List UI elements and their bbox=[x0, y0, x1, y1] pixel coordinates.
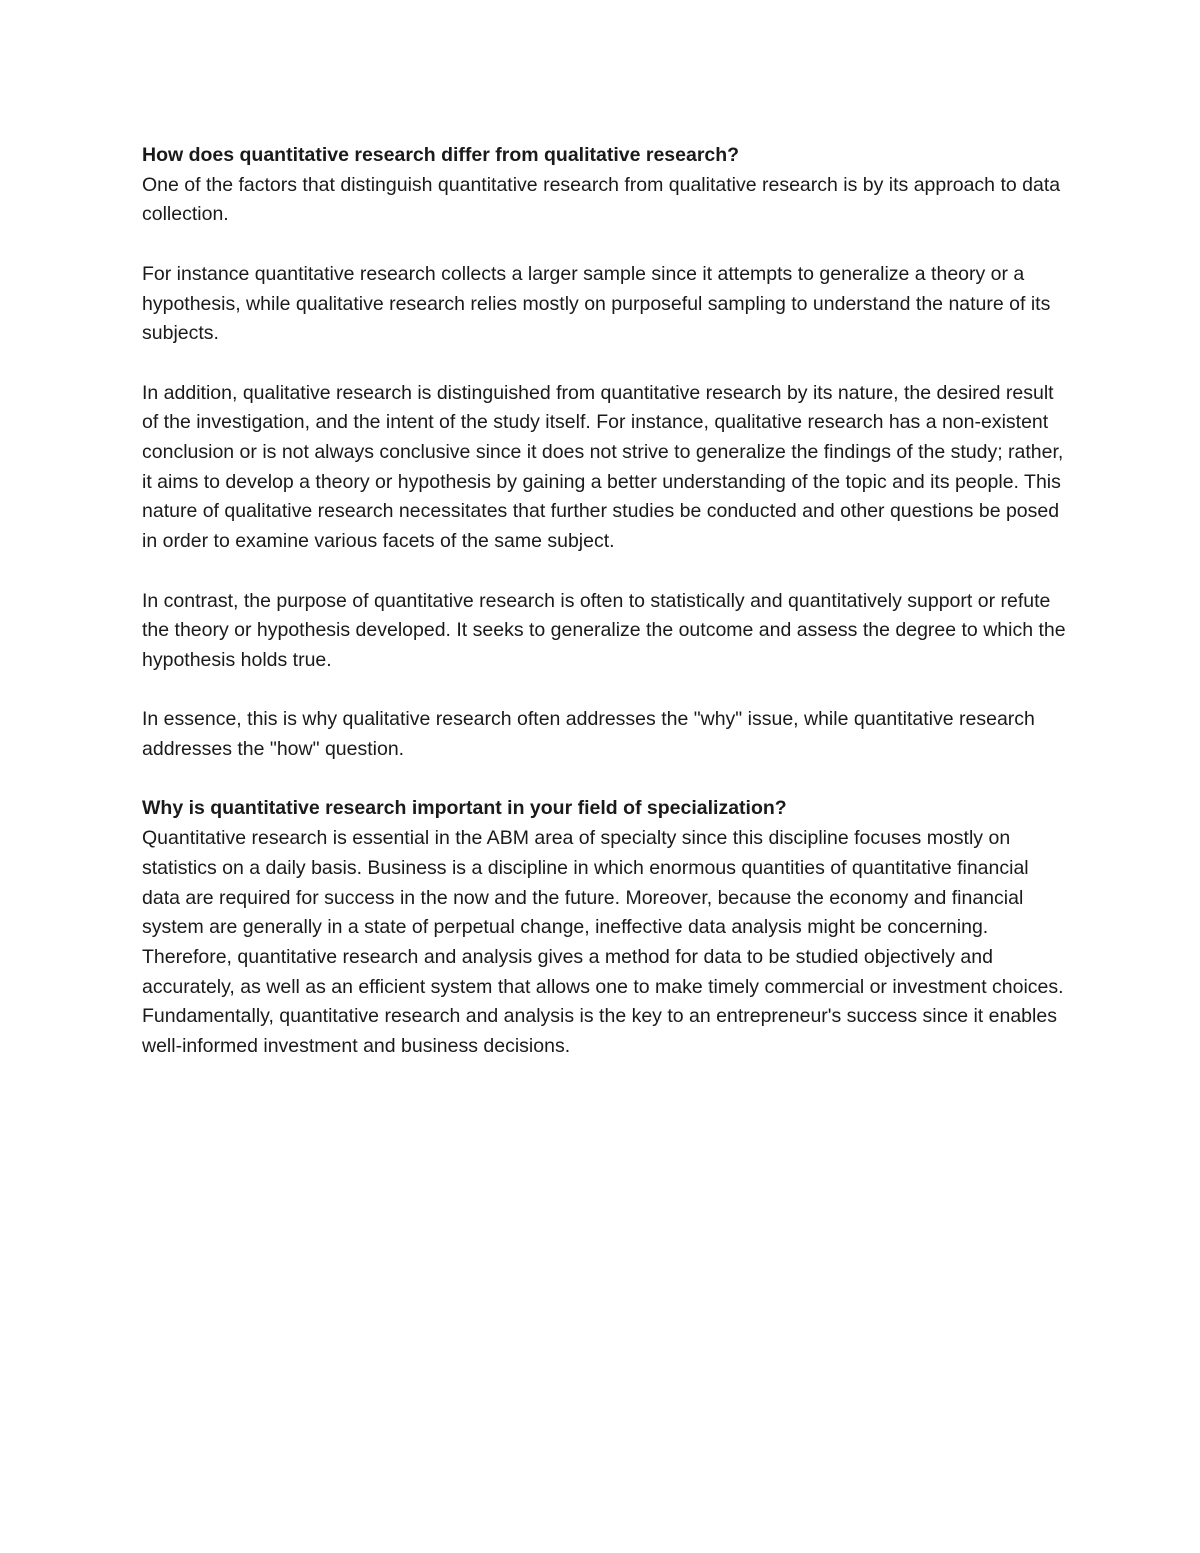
section-importance-in-specialization bbox=[142, 794, 1067, 1061]
paragraph: In essence, this is why qualitative research often addresses the "why" issue, while quantitative research addresses the "how" question. bbox=[142, 708, 1035, 760]
paragraph: In contrast, the purpose of quantitative research is often to statistically and quantitatively support or refute the theory or hypothesis developed. It seeks to generalize the outcome and assess the degree to which the hypothesis holds true. bbox=[142, 589, 1066, 671]
paragraph: For instance quantitative research collects a larger sample since it attempts to generalize a theory or a hypothesis, while qualitative research relies mostly on purposeful sampling to understand the nature of its subjects. bbox=[142, 262, 1051, 345]
paragraph: One of the factors that distinguish quantitative research from qualitative research is by its approach to data collection. bbox=[142, 173, 1061, 226]
section-heading: How does quantitative research differ from qualitative research? bbox=[142, 144, 740, 166]
document-page bbox=[142, 141, 1067, 1091]
paragraph: In addition, qualitative research is distinguished from quantitative research by its nature, the desired result of the investigation, and the intent of the study itself. For instance, qualitative research has a non-existent conclusion or is not always conclusive since it does not strive to generalize the findings of the study; rather, it aims to develop a theory or hypothesis by gaining a better understanding of the topic and its people. This nature of qualitative research necessitates that further studies be conducted and other questions be posed in order to examine various facets of the same subject. bbox=[142, 381, 1064, 553]
section-quantitative-vs-qualitative bbox=[142, 141, 1067, 765]
section-heading: Why is quantitative research important in your field of specialization? bbox=[142, 797, 787, 820]
paragraph: Quantitative research is essential in the ABM area of specialty since this discipline focuses mostly on statistics on a daily basis. Business is a discipline in which enormous quantities of quantitative financial data are required for success in the now and the future. Moreover, because the economy and financial system are generally in a state of perpetual change, ineffective data analysis might be concerning. Therefore, quantitative research and analysis gives a method for data to be studied objectively and accurately, as well as an efficient system that allows one to make timely commercial or investment choices. Fundamentally, quantitative research and analysis is the key to an entrepreneur's success since it enables well-informed investment and business decisions. bbox=[142, 827, 1064, 1058]
